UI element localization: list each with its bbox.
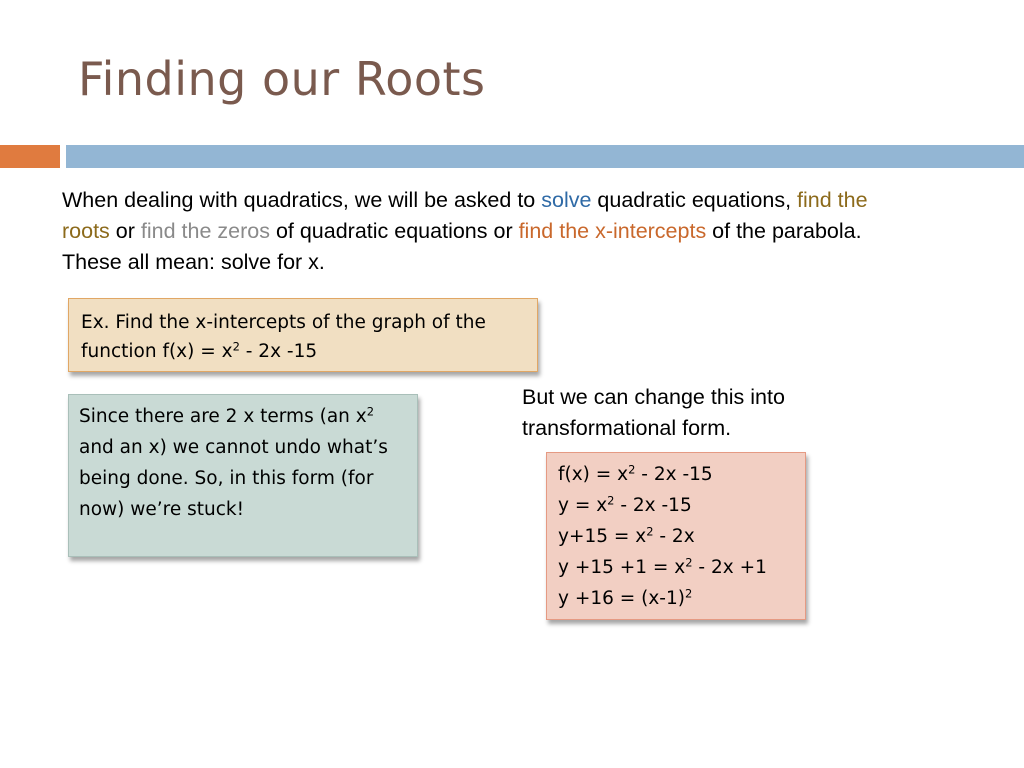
step-line: [558, 459, 794, 490]
step-line: [558, 583, 794, 614]
intro-text-2: quadratic equations,: [591, 188, 798, 212]
example-box: [68, 298, 538, 372]
step-5-pre: y +16 = (x-1): [558, 588, 685, 609]
step-3-pre: y+15 = x: [558, 526, 647, 547]
step-3-exponent: 2: [646, 524, 654, 539]
highlight-find-the-zeros: find the zeros: [140, 219, 270, 243]
intro-text-4: of quadratic equations or: [269, 219, 519, 243]
intro-text-1: When dealing with quadratics, we will be asked to: [62, 188, 542, 212]
intro-text-5: of the parabola. These all mean: solve for x.: [62, 219, 862, 274]
example-text: Ex. Find the x-intercepts of the graph of the function f(x) = x: [81, 312, 486, 362]
step-1-pre: f(x) = x: [558, 464, 629, 485]
intro-text-3: or: [109, 219, 141, 243]
step-line: [558, 552, 794, 583]
stuck-exponent: 2: [366, 404, 375, 419]
step-2-exponent: 2: [607, 493, 615, 508]
slide-title: Finding our Roots: [78, 52, 486, 106]
step-3-post: - 2x: [653, 526, 695, 547]
example-exponent: 2: [232, 339, 240, 354]
transformation-note: But we can change this into transformational form.: [522, 385, 785, 440]
accent-bar-blue: [66, 145, 1024, 168]
highlight-find-x-intercepts: find the x-intercepts: [518, 219, 707, 243]
step-4-pre: y +15 +1 = x: [558, 557, 686, 578]
stuck-text-end: and an x) we cannot undo what’s being done. So, in this form (for now) we’re stuck!: [79, 437, 388, 520]
step-2-post: - 2x -15: [614, 495, 692, 516]
highlight-solve: solve: [541, 188, 592, 212]
stuck-text-start: Since there are 2 x terms (an x: [79, 406, 367, 427]
accent-bar-orange: [0, 145, 60, 168]
step-line: [558, 490, 794, 521]
step-5-exponent: 2: [684, 586, 693, 601]
step-4-post: - 2x +1: [692, 557, 767, 578]
example-text-end: - 2x -15: [239, 341, 318, 362]
step-1-exponent: 2: [628, 462, 636, 477]
step-line: [558, 521, 794, 552]
transformation-steps-box: [546, 452, 806, 620]
step-2-pre: y = x: [558, 495, 608, 516]
step-1-post: - 2x -15: [635, 464, 713, 485]
intro-paragraph: [62, 185, 882, 278]
highlight-find-the-roots: find the roots: [62, 188, 868, 243]
step-4-exponent: 2: [685, 555, 693, 570]
stuck-explanation-box: [68, 394, 418, 557]
